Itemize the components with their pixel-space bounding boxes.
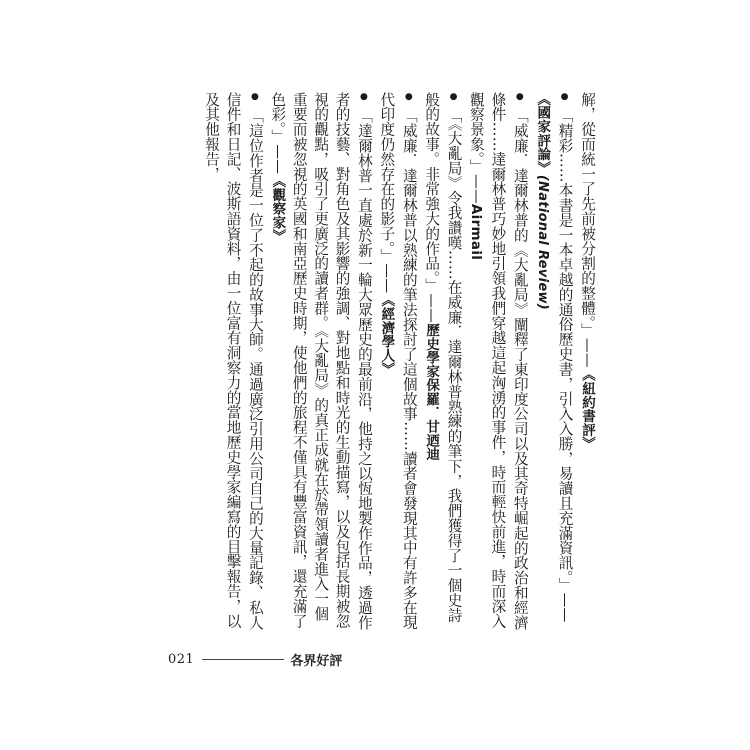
intro-continuation-text: 解，從而統一了先前被分割的整體。」 xyxy=(579,92,596,338)
review-source-latin: (National Review) xyxy=(535,174,551,310)
review-source-observer: 《觀察家》 xyxy=(269,174,286,244)
review-quote-text: 「這位作者是一位了不起的故事大師。通過廣泛引用公司自己的大量記錄、私人信件和日記、波斯語資料，由一位富有洞察力的當地歷史學家編寫的目擊報告，以及其他報告， xyxy=(203,92,264,630)
review-quote-text: 「威廉．達爾林普的《大亂局》闡釋了東印度公司以及其奇特崛起的政治和經濟條件……達爾林普巧妙地引領我們穿越這起洶湧的事件，時而輕快前進，時而深入觀察景象。」 xyxy=(467,92,529,630)
footer-divider xyxy=(202,659,284,660)
intro-continuation-line xyxy=(576,92,598,632)
dash-separator: —— xyxy=(467,174,485,204)
bullet-icon: ● xyxy=(403,92,414,103)
review-text-column xyxy=(183,92,598,632)
dash-separator: —— xyxy=(579,338,596,368)
dash-separator: —— xyxy=(378,263,396,294)
review-quote-text: 「威廉．達爾林普以熟練的筆法探討了這個故事……讀者會發現其中有許多在現代印度仍然存在的影子。」 xyxy=(378,92,418,630)
bullet-icon: ● xyxy=(249,92,260,103)
review-entry xyxy=(266,92,375,632)
review-entry xyxy=(201,92,266,632)
review-source-airmail: Airmail xyxy=(467,203,484,261)
bullet-icon: ● xyxy=(448,92,459,103)
review-source-historian: 歷史學家保羅．甘迺迪 xyxy=(423,323,440,462)
quote-source-nyrb: 《紐約書評》 xyxy=(579,367,595,451)
review-entry xyxy=(531,92,576,632)
page-number: 021 xyxy=(168,652,195,667)
review-quote-text: 「精彩……本書是一本卓越的通俗歷史書，引入入勝，易讀且充滿資訊。」 xyxy=(556,108,574,593)
bullet-icon: ● xyxy=(514,92,525,103)
review-source-economist: 《經濟學人》 xyxy=(378,293,395,377)
review-entry xyxy=(375,92,420,632)
dash-separator: —— xyxy=(423,293,441,324)
bullet-icon: ● xyxy=(559,92,570,103)
review-quote-text: 「達爾林普一直處於新一輪大眾歷史的最前沿，他持之以恆地製作作品，透過作者的技藝、對角色及其影響的強調、對地點和時光的生動描寫，以及包括長期被忽視的觀點，吸引了更廣泛的讀者群。《大亂局》的真正成就在於帶領讀者進入一個重要而被忽視的英國和南亞歷史時期，使他們的旅程不僅具有豐富資訊，還充滿了色彩。」 xyxy=(269,92,373,630)
review-source-national-review: 《國家評論》 xyxy=(534,92,551,175)
page-footer xyxy=(168,650,342,669)
review-quote-text: 「《大亂局》令我讚嘆……在威廉．達爾林普熟練的筆下，我們獲得了一個史詩般的故事。非常強大的作品。」 xyxy=(423,92,463,623)
bullet-icon: ● xyxy=(358,92,369,103)
review-entry xyxy=(420,92,465,632)
review-entry xyxy=(465,92,531,632)
dash-separator: —— xyxy=(556,592,574,623)
section-title: 各界好評 xyxy=(290,654,343,669)
dash-separator: —— xyxy=(269,144,287,175)
